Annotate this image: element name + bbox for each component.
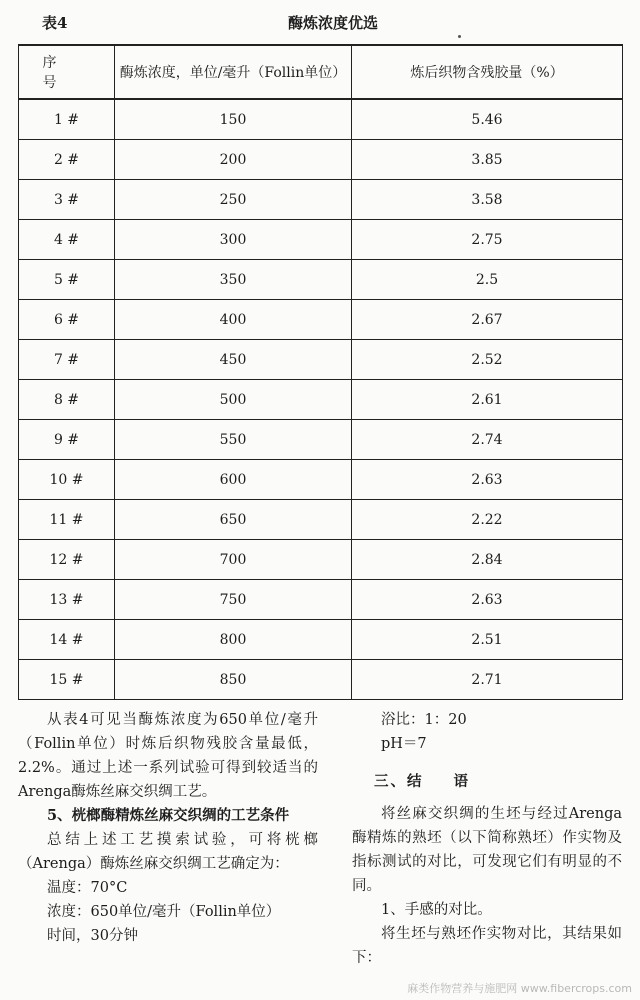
cell-seq: 12 #	[19, 540, 115, 580]
condition-temperature: 温度：70°C	[47, 880, 128, 896]
cell-residue: 3.85	[352, 140, 623, 180]
table-row	[19, 620, 623, 660]
cell-seq: 4 #	[19, 220, 115, 260]
header-residue: 炼后织物含残胶量（%）	[352, 45, 623, 99]
cell-concentration: 450	[115, 340, 352, 380]
cell-concentration: 700	[115, 540, 352, 580]
cell-concentration: 850	[115, 660, 352, 700]
cell-seq: 15 #	[19, 660, 115, 700]
table-row	[19, 220, 623, 260]
cell-residue: 2.63	[352, 580, 623, 620]
concentration-table	[18, 44, 623, 700]
cell-concentration: 550	[115, 420, 352, 460]
table-row	[19, 540, 623, 580]
table-row	[19, 580, 623, 620]
subheading-hand-feel: 1、手感的对比。	[381, 902, 492, 918]
cell-residue: 2.5	[352, 260, 623, 300]
cell-concentration: 800	[115, 620, 352, 660]
paragraph-result: 将生坯与熟坯作实物对比，其结果如下：	[352, 926, 622, 966]
paragraph-conclusion: 从表4可见当酶炼浓度为650单位/毫升（Follin单位）时炼后织物残胶含量最低，2.2%。通过上述一系列试验可得到较适当的Arenga酶炼丝麻交织绸工艺。	[18, 712, 318, 800]
cell-residue: 2.51	[352, 620, 623, 660]
cell-concentration: 500	[115, 380, 352, 420]
watermark: 麻类作物营养与施肥网 www.fibercrops.com	[407, 982, 632, 995]
paragraph-comparison: 将丝麻交织绸的生坯与经过Arenga酶精炼的熟坯（以下简称熟坯）作实物及指标测试的对比，可发现它们有明显的不同。	[352, 806, 622, 894]
cell-seq: 10 #	[19, 460, 115, 500]
cell-seq: 5 #	[19, 260, 115, 300]
condition-bath-ratio: 浴比：1：20	[381, 712, 467, 728]
cell-residue: 2.84	[352, 540, 623, 580]
cell-seq: 1 #	[19, 99, 115, 140]
cell-concentration: 200	[115, 140, 352, 180]
cell-concentration: 150	[115, 99, 352, 140]
table-row	[19, 180, 623, 220]
cell-seq: 2 #	[19, 140, 115, 180]
cell-residue: 2.67	[352, 300, 623, 340]
cell-seq: 14 #	[19, 620, 115, 660]
cell-residue: 2.22	[352, 500, 623, 540]
cell-residue: 3.58	[352, 180, 623, 220]
table-title: 酶炼浓度优选	[288, 14, 379, 32]
right-text-column	[352, 708, 622, 970]
condition-time: 时间，30分钟	[47, 928, 138, 944]
cell-concentration: 400	[115, 300, 352, 340]
table-row	[19, 500, 623, 540]
cell-concentration: 250	[115, 180, 352, 220]
table-row	[19, 460, 623, 500]
cell-seq: 8 #	[19, 380, 115, 420]
cell-residue: 2.61	[352, 380, 623, 420]
cell-concentration: 650	[115, 500, 352, 540]
cell-residue: 2.63	[352, 460, 623, 500]
cell-concentration: 600	[115, 460, 352, 500]
table-row	[19, 99, 623, 140]
cell-seq: 3 #	[19, 180, 115, 220]
table-row	[19, 300, 623, 340]
section-heading-conclusion: 三、结 语	[374, 773, 470, 790]
cell-seq: 7 #	[19, 340, 115, 380]
cell-residue: 5.46	[352, 99, 623, 140]
table-header-row	[19, 45, 623, 99]
table-row	[19, 260, 623, 300]
header-seq: 序号	[19, 45, 115, 99]
cell-residue: 2.74	[352, 420, 623, 460]
cell-concentration: 350	[115, 260, 352, 300]
cell-residue: 2.52	[352, 340, 623, 380]
cell-seq: 11 #	[19, 500, 115, 540]
paragraph-summary: 总结上述工艺摸索试验，可将桄榔（Arenga）酶炼丝麻交织绸工艺确定为：	[18, 832, 318, 872]
table-row	[19, 340, 623, 380]
table-row	[19, 660, 623, 700]
condition-ph: pH＝7	[381, 736, 427, 752]
table-row	[19, 140, 623, 180]
cell-concentration: 750	[115, 580, 352, 620]
cell-seq: 9 #	[19, 420, 115, 460]
heading-process-conditions: 5、桄榔酶精炼丝麻交织绸的工艺条件	[47, 807, 290, 824]
left-text-column	[18, 708, 318, 948]
cell-residue: 2.71	[352, 660, 623, 700]
table-row	[19, 380, 623, 420]
table-row	[19, 420, 623, 460]
scan-dot	[458, 35, 461, 38]
table-label: 表4	[42, 14, 68, 32]
cell-residue: 2.75	[352, 220, 623, 260]
cell-seq: 13 #	[19, 580, 115, 620]
cell-concentration: 300	[115, 220, 352, 260]
condition-concentration: 浓度：650单位/毫升（Follin单位）	[47, 904, 281, 920]
header-concentration: 酶炼浓度，单位/毫升（Follin单位）	[115, 45, 352, 99]
cell-seq: 6 #	[19, 300, 115, 340]
